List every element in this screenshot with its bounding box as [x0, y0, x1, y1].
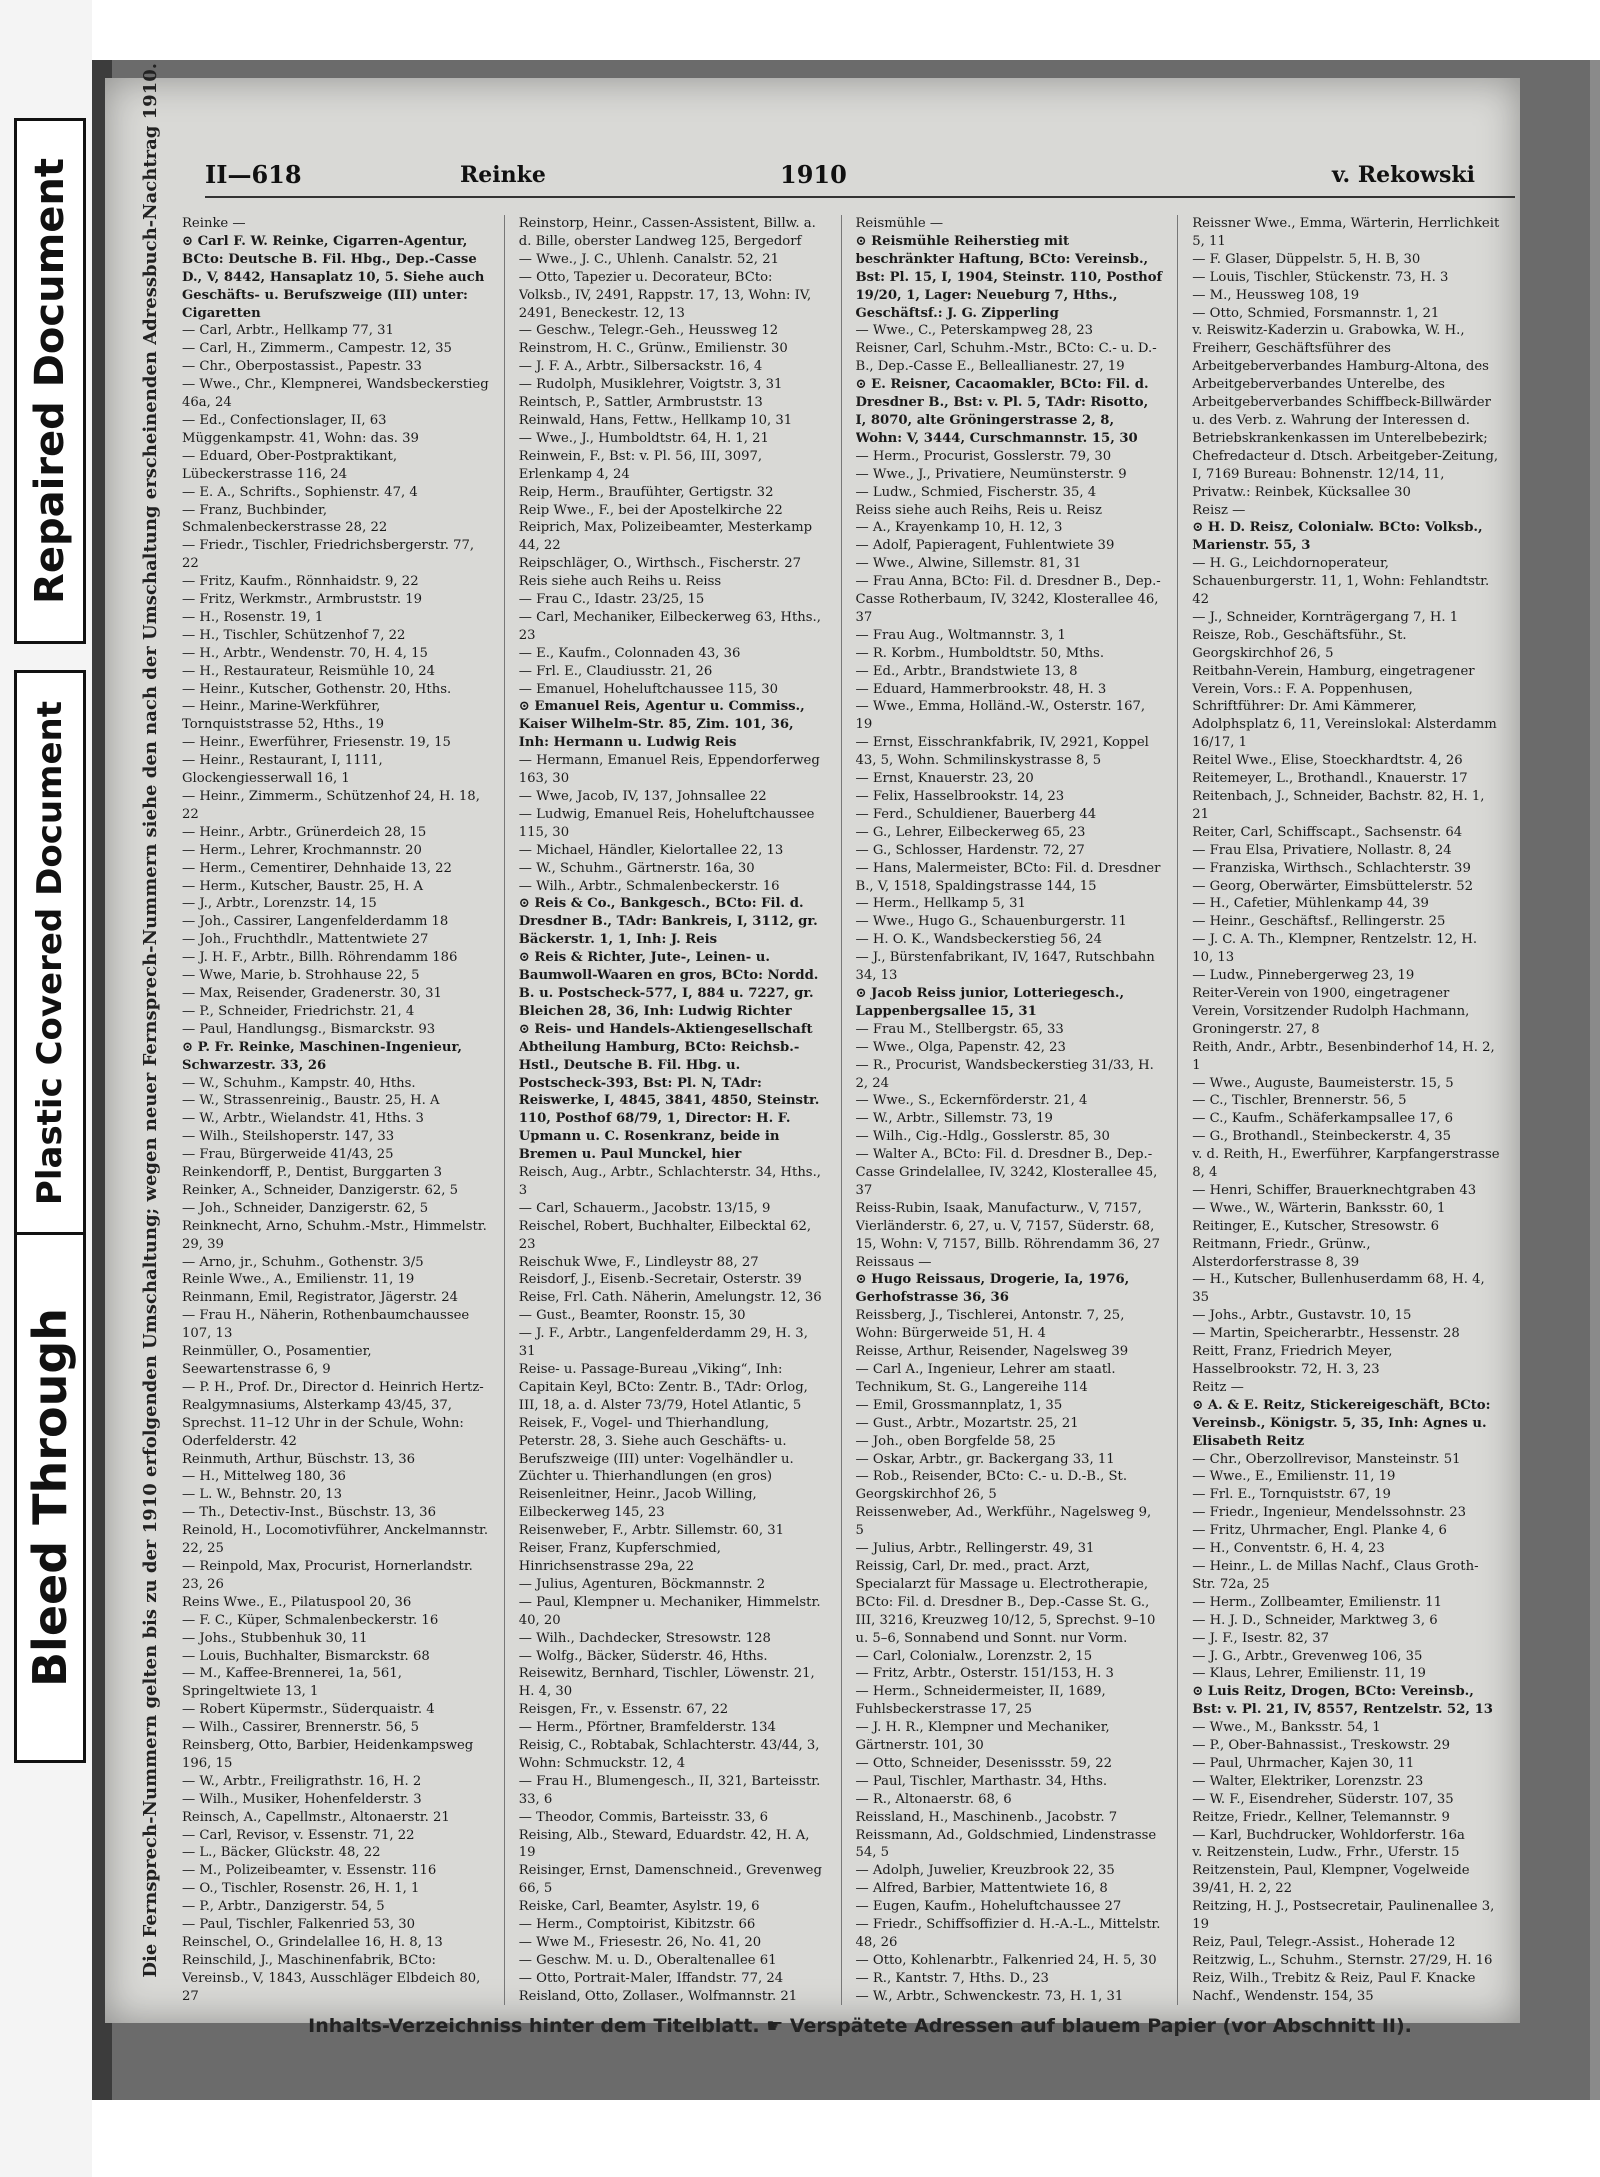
directory-entry: Reisland, Otto, Zollaser., Wolfmannstr. 21	[518, 1988, 798, 2004]
directory-entry: — W., Arbtr., Freiligrathstr. 16, H. 2	[182, 1773, 422, 1789]
directory-entry: — Fritz, Uhrmacher, Engl. Planke 4, 6	[1192, 1523, 1447, 1539]
directory-entry: — C., Tischler, Brennerstr. 56, 5	[1192, 1093, 1407, 1109]
directory-entry: — Gust., Beamter, Roonstr. 15, 30	[518, 1308, 746, 1324]
directory-entry: — Geschw., Telegr.-Geh., Heussweg 12	[518, 323, 779, 339]
directory-column-1	[182, 215, 490, 2005]
directory-entry: — Herm., Procurist, Gosslerstr. 79, 30	[855, 448, 1112, 464]
directory-entry: Reisgen, Fr., v. Essenstr. 67, 22	[518, 1702, 729, 1718]
directory-entry: ⊙ Reis & Richter, Jute-, Leinen- u. Baumwoll-Waaren en gros, BCto: Nordd. B. u. Postscheck-577, I, 884 u. 7227, gr. Bleichen 28, 36, Inh: Ludwig Richter	[518, 950, 819, 1019]
directory-entry: — E., Kaufm., Colonnaden 43, 36	[518, 645, 741, 661]
directory-entry: — Heinr., Geschäftsf., Rellingerstr. 25	[1192, 914, 1446, 930]
directory-entry: ⊙ A. & E. Reitz, Stickereigeschäft, BCto: Vereinsb., Königstr. 5, 35, Inh: Agnes u. Elisabeth Reitz	[1192, 1397, 1491, 1449]
directory-entry: Reipschläger, O., Wirthsch., Fischerstr. 27	[518, 556, 802, 572]
directory-entry: Reins Wwe., E., Pilatuspool 20, 36	[182, 1594, 412, 1610]
directory-entry: — Frau H., Näherin, Rothenbaumchaussee 107, 13	[182, 1308, 470, 1342]
directory-entry: — H., Mittelweg 180, 36	[182, 1469, 346, 1485]
directory-entry: ⊙ Reis & Co., Bankgesch., BCto: Fil. d. Dresdner B., TAdr: Bankreis, I, 3112, gr. Bäckerstr. 1, 1, Inh: J. Reis	[518, 896, 818, 948]
directory-entry: — Heinr., Marine-Werkführer, Tornquiststrasse 52, Hths., 19	[182, 699, 385, 733]
directory-entry: — Wwe., Emma, Holländ.-W., Osterstr. 167, 19	[855, 699, 1146, 733]
repaired-document-label: Repaired Document	[27, 158, 73, 604]
directory-entry: — H., Rosenstr. 19, 1	[182, 609, 324, 625]
side-note-text: Die Fernsprech-Nummern gelten bis zu der 1910 erfolgenden Umschaltung; wegen neuer Fernsprech-Nummern siehe den nach der Umschaltung erscheinenden Adressbuch-Nachtrag 1910.	[139, 62, 161, 1978]
directory-entry: ⊙ Hugo Reissaus, Drogerie, Ia, 1976, Gerhofstrasse 36, 36	[855, 1272, 1130, 1306]
directory-entry: Reis siehe auch Reihs u. Reiss	[518, 574, 722, 590]
directory-entry: — Chr., Oberzollrevisor, Mansteinstr. 51	[1192, 1451, 1461, 1467]
directory-entry: — Herm., Lehrer, Krochmannstr. 20	[182, 842, 422, 858]
directory-entry: — Heinr., Ewerführer, Friesenstr. 19, 15	[182, 735, 451, 751]
directory-entry: — M., Heussweg 108, 19	[1192, 287, 1360, 303]
directory-entry: — C., Kaufm., Schäferkampsallee 17, 6	[1192, 1111, 1453, 1127]
directory-entry: Reinstorp, Heinr., Cassen-Assistent, Billw. a. d. Bille, oberster Landweg 125, Bergedorf	[518, 216, 816, 249]
directory-entry: — Max, Reisender, Gradenerstr. 30, 31	[182, 985, 442, 1001]
column-divider	[1177, 215, 1178, 2005]
directory-entry: — Robert Küpermstr., Süderquaistr. 4	[182, 1702, 435, 1718]
directory-entry: — Wwe, Marie, b. Strohhause 22, 5	[182, 968, 420, 984]
directory-entry: — Hermann, Emanuel Reis, Eppendorferweg 163, 30	[518, 753, 820, 787]
scan-right-edge	[1590, 60, 1600, 2100]
directory-entry: — Eugen, Kaufm., Hoheluftchaussee 27	[855, 1899, 1122, 1915]
directory-entry: — Felix, Hasselbrookstr. 14, 23	[855, 789, 1065, 804]
directory-entry: ⊙ Reis- und Handels-Aktiengesellschaft Abtheilung Hamburg, BCto: Reichsb.-Hstl., Deutsche B. Fil. Hbg. u. Postscheck-393, Bst: Pl. N, TAdr: Reiswerke, I, 4845, 3841, 4850, Steinstr. 110, Posthof 68/79, 1, Director: H. F. Upmann u. C. Rosenkranz, beide in Bremen u. Paul Munckel, hier	[518, 1021, 820, 1163]
directory-entry: Reip, Herm., Braufühter, Gertigstr. 32	[518, 484, 774, 500]
directory-entry: — J. H. R., Klempner und Mechaniker, Gärtnerstr. 101, 30	[855, 1720, 1110, 1754]
directory-entry: Reiprich, Max, Polizeibeamter, Mesterkamp 44, 22	[518, 520, 813, 554]
directory-entry: — H., Restaurateur, Reismühle 10, 24	[182, 663, 435, 679]
directory-column-4	[1192, 215, 1500, 2005]
directory-entry: — Georg, Oberwärter, Eimsbüttelerstr. 52	[1192, 878, 1474, 894]
plastic-covered-label: Plastic Covered Document	[30, 700, 70, 1206]
directory-entry: Reitinger, E., Kutscher, Stresowstr. 6	[1192, 1218, 1440, 1234]
directory-entry: — W., Arbtr., Sillemstr. 73, 19	[855, 1111, 1053, 1127]
directory-entry: — J., Schneider, Kornträgergang 7, H. 1	[1192, 609, 1459, 625]
directory-entry: — Wilh., Steilshoperstr. 147, 33	[182, 1129, 395, 1145]
directory-entry: — Paul, Klempner u. Mechaniker, Himmelstr. 40, 20	[518, 1594, 821, 1628]
directory-entry: — Wwe., J., Humboldtstr. 64, H. 1, 21	[518, 430, 769, 446]
directory-entry: — H., Arbtr., Wendenstr. 70, H. 4, 15	[182, 645, 428, 661]
directory-entry: — P., Arbtr., Danzigerstr. 54, 5	[182, 1899, 385, 1915]
directory-entry: — Eduard, Ober-Postpraktikant, Lübeckerstrasse 116, 24	[182, 448, 398, 482]
directory-entry: Reitzing, H. J., Postsecretair, Paulinenallee 3, 19	[1192, 1899, 1495, 1933]
directory-entry: — Ferd., Schuldiener, Bauerberg 44	[855, 806, 1097, 822]
directory-entry: Reitz —	[1192, 1379, 1244, 1395]
page-number: II—618	[205, 160, 302, 189]
bleed-through-tag	[14, 1232, 86, 1763]
directory-entry: Reitzwig, L., Schuhm., Sternstr. 27/29, H. 16	[1192, 1952, 1493, 1968]
directory-entry: — Wwe., Auguste, Baumeisterstr. 15, 5	[1192, 1075, 1454, 1091]
directory-entry: — Ed., Confectionslager, II, 63 Müggenkampstr. 41, Wohn: das. 39	[182, 412, 419, 446]
directory-entry: — Ernst, Eisschrankfabrik, IV, 2921, Koppel 43, 5, Wohn. Schmilinskystrasse 8, 5	[855, 735, 1149, 769]
directory-entry: — E. A., Schrifts., Sophienstr. 47, 4	[182, 484, 418, 500]
directory-entry: — Wwe., W., Wärterin, Banksstr. 60, 1	[1192, 1200, 1446, 1216]
directory-entry: — Herm., Comptoirist, Kibitzstr. 66	[518, 1917, 756, 1933]
directory-entry: ⊙ H. D. Reisz, Colonialw. BCto: Volksb., Marienstr. 55, 3	[1192, 520, 1483, 554]
directory-entry: — Johs., Stubbenhuk 30, 11	[182, 1630, 368, 1646]
directory-entry: — Wwe M., Friesestr. 26, No. 41, 20	[518, 1935, 762, 1950]
directory-entry: Reintsch, P., Sattler, Armbruststr. 13	[518, 395, 763, 411]
directory-entry: — J. C. A. Th., Klempner, Rentzelstr. 12, H. 10, 13	[1192, 932, 1478, 966]
directory-entry: — Arno, jr., Schuhm., Gothenstr. 3/5	[182, 1254, 424, 1270]
directory-entry: ⊙ Reismühle Reiherstieg mit beschränkter Haftung, BCto: Vereinsb., Bst: Pl. 15, I, 1904, Steinstr. 110, Posthof 19/20, 1, Lager: Neueburg 7, Hths., Geschäftsf.: J. G. Zipperling	[855, 233, 1163, 321]
directory-entry: — W., Schuhm., Kampstr. 40, Hths.	[182, 1075, 416, 1091]
directory-entry: Reitzenstein, Paul, Klempner, Vogelweide 39/41, H. 2, 22	[1192, 1863, 1470, 1897]
page-header	[205, 160, 1515, 198]
directory-entry: — P. H., Prof. Dr., Director d. Heinrich Hertz-Realgymnasiums, Alsterkamp 43/45, 37, Sprechst. 11–12 Uhr in der Schule, Wohn: Oderfelderstr. 42	[182, 1379, 484, 1449]
directory-entry: — Adolph, Juwelier, Kreuzbrook 22, 35	[855, 1863, 1115, 1879]
directory-entry: — Wwe., C., Peterskampweg 28, 23	[855, 323, 1094, 339]
directory-entry: — Johs., Arbtr., Gustavstr. 10, 15	[1192, 1308, 1412, 1324]
directory-entry: — Franz, Buchbinder, Schmalenbeckerstrasse 28, 22	[182, 502, 388, 536]
directory-columns	[182, 215, 1500, 2005]
directory-entry: — G., Lehrer, Eilbeckerweg 65, 23	[855, 824, 1086, 840]
left-margin	[0, 0, 92, 2177]
directory-entry: — Paul, Tischler, Falkenried 53, 30	[182, 1917, 416, 1933]
directory-entry: — Friedr., Ingenieur, Mendelssohnstr. 23	[1192, 1505, 1466, 1521]
directory-entry: — H. J. D., Schneider, Marktweg 3, 6	[1192, 1612, 1438, 1628]
directory-entry: — Louis, Tischler, Stückenstr. 73, H. 3	[1192, 269, 1449, 285]
directory-entry: ⊙ Jacob Reiss junior, Lotteriegesch., Lappenbergsallee 15, 31	[855, 985, 1125, 1019]
directory-entry: — Wolfg., Bäcker, Süderstr. 46, Hths.	[518, 1648, 768, 1664]
directory-entry: — J., Bürstenfabrikant, IV, 1647, Rutschbahn 34, 13	[855, 950, 1155, 984]
directory-entry: Reinknecht, Arno, Schuhm.-Mstr., Himmelstr. 29, 39	[182, 1218, 487, 1252]
directory-entry: Reise- u. Passage-Bureau „Viking“, Inh: Capitain Keyl, BCto: Zentr. B., TAdr: Orlog, III, 18, a. d. Alster 73/79, Hotel Atlantic, 5	[518, 1362, 808, 1413]
directory-entry: — Julius, Arbtr., Rellingerstr. 49, 31	[855, 1541, 1095, 1557]
directory-entry: Reinkendorff, P., Dentist, Burggarten 3	[182, 1165, 443, 1181]
directory-entry: — Carl, Mechaniker, Eilbeckerweg 63, Hths., 23	[518, 609, 821, 643]
directory-entry: Reisinger, Ernst, Damenschneid., Grevenweg 66, 5	[518, 1863, 822, 1897]
directory-entry: — R., Altonaerstr. 68, 6	[855, 1791, 1012, 1807]
directory-entry: Reitt, Franz, Friedrich Meyer, Hasselbrookstr. 72, H. 3, 23	[1192, 1344, 1393, 1377]
directory-entry: — Carl, Colonialw., Lorenzstr. 2, 15	[855, 1648, 1093, 1664]
directory-entry: — Theodor, Commis, Barteisstr. 33, 6	[518, 1809, 768, 1825]
directory-entry: — Frau, Bürgerweide 41/43, 25	[182, 1147, 394, 1163]
directory-entry: Reiz, Wilh., Trebitz & Reiz, Paul F. Knacke Nachf., Wendenstr. 154, 35	[1192, 1970, 1476, 2004]
directory-entry: — J. F. A., Arbtr., Silbersackstr. 16, 4	[518, 359, 763, 375]
directory-entry: — Otto, Kohlenarbtr., Falkenried 24, H. 5, 30	[855, 1952, 1157, 1968]
directory-entry: Reissenweber, Ad., Werkführ., Nagelsweg 9, 5	[855, 1505, 1152, 1539]
directory-entry: — Joh., Cassirer, Langenfelderdamm 18	[182, 914, 449, 930]
directory-entry: — H., Kutscher, Bullenhuserdamm 68, H. 4, 35	[1192, 1272, 1485, 1306]
directory-entry: — Wwe., E., Emilienstr. 11, 19	[1192, 1469, 1396, 1485]
directory-entry: — L., Bäcker, Glückstr. 48, 22	[182, 1845, 381, 1861]
directory-entry: — M., Polizeibeamter, v. Essenstr. 116	[182, 1863, 437, 1879]
column-divider	[504, 215, 505, 2005]
directory-entry: — Walter A., BCto: Fil. d. Dresdner B., Dep.-Casse Grindelallee, IV, 3242, Klosterallee 45, 37	[855, 1147, 1158, 1198]
directory-entry: — Joh., oben Borgfelde 58, 25	[855, 1433, 1056, 1449]
directory-entry: — Wwe., Hugo G., Schauenburgerstr. 11	[855, 914, 1127, 930]
directory-entry: Reip Wwe., F., bei der Apostelkirche 22	[518, 502, 783, 518]
directory-entry: — Martin, Speicherarbtr., Hessenstr. 28	[1192, 1326, 1460, 1342]
directory-entry: — Chr., Oberpostassist., Papestr. 33	[182, 359, 422, 375]
directory-entry: Reismühle —	[855, 216, 944, 231]
directory-entry: — Ludw., Schmied, Fischerstr. 35, 4	[855, 484, 1097, 500]
directory-entry: Reinmann, Emil, Registrator, Jägerstr. 24	[182, 1290, 459, 1306]
directory-entry: Reitmann, Friedr., Grünw., Alsterdorferstrasse 8, 39	[1192, 1236, 1371, 1270]
directory-entry: — M., Kaffee-Brennerei, 1a, 561, Springeltwiete 13, 1	[182, 1666, 402, 1700]
header-first-entry: Reinke	[460, 162, 546, 188]
directory-entry: Reinke —	[182, 216, 246, 231]
directory-entry: — Herm., Schneidermeister, II, 1689, Fuhlsbeckerstrasse 17, 25	[855, 1684, 1106, 1718]
directory-entry: — Wilh., Cassirer, Brennerstr. 56, 5	[182, 1720, 420, 1736]
directory-entry: — Carl, Schauerm., Jacobstr. 13/15, 9	[518, 1200, 771, 1216]
directory-entry: — Friedr., Schiffsoffizier d. H.-A.-L., Mittelstr. 48, 26	[855, 1917, 1161, 1950]
directory-entry: — Frau C., Idastr. 23/25, 15	[518, 592, 705, 608]
directory-entry: Reisig, C., Robtabak, Schlachterstr. 43/44, 3, Wohn: Schmuckstr. 12, 4	[518, 1738, 820, 1771]
directory-entry: — Herm., Kutscher, Baustr. 25, H. A	[182, 878, 424, 894]
directory-entry: — O., Tischler, Rosenstr. 26, H. 1, 1	[182, 1881, 420, 1897]
directory-entry: — Wwe., M., Banksstr. 54, 1	[1192, 1720, 1381, 1736]
directory-entry: — Wilh., Musiker, Hohenfelderstr. 3	[182, 1791, 422, 1807]
directory-entry: — W., Strassenreinig., Baustr. 25, H. A	[182, 1093, 440, 1109]
directory-entry: — Th., Detectiv-Inst., Büschstr. 13, 36	[182, 1505, 436, 1521]
directory-entry: Reiz, Paul, Telegr.-Assist., Hoherade 12	[1192, 1935, 1456, 1950]
directory-entry: Reissmann, Ad., Goldschmied, Lindenstrasse 54, 5	[855, 1827, 1157, 1861]
directory-entry: — Emil, Grossmannplatz, 1, 35	[855, 1397, 1063, 1413]
directory-entry: — Frl. E., Claudiusstr. 21, 26	[518, 663, 713, 679]
directory-entry: Reinwein, F., Bst: v. Pl. 56, III, 3097, Erlenkamp 4, 24	[518, 448, 763, 482]
directory-entry: v. d. Reith, H., Ewerführer, Karpfangerstrasse 8, 4	[1192, 1147, 1500, 1181]
directory-entry: — G., Schlosser, Hardenstr. 72, 27	[855, 842, 1085, 858]
directory-entry: — Louis, Buchhalter, Bismarckstr. 68	[182, 1648, 430, 1664]
directory-entry: v. Reiswitz-Kaderzin u. Grabowka, W. H., Freiherr, Geschäftsführer des Arbeitgeberverbandes Hamburg-Altona, des Arbeitgeberverbandes Unterelbe, des Arbeitgeberverbandes Schiffbeck-Billwärder u. des Verb. z. Wahrung der Interessen d. Betriebskrankenkassen im Unterelbebezirk; Chefredacteur d. Dtsch. Arbeitgeber-Zeitung, I, 7169 Bureau: Bohnenstr. 12/14, 11, Privatw.: Reinbek, Kücksallee 30	[1192, 323, 1499, 500]
directory-entry: — H. G., Leichdornoperateur, Schauenburgerstr. 11, 1, Wohn: Fehlandtstr. 42	[1192, 556, 1490, 608]
header-year: 1910	[780, 160, 847, 189]
directory-entry: — F. C., Küper, Schmalenbeckerstr. 16	[182, 1612, 439, 1628]
directory-entry: — G., Brothandl., Steinbeckerstr. 4, 35	[1192, 1129, 1452, 1145]
directory-entry: — Frau M., Stellbergstr. 65, 33	[855, 1021, 1064, 1037]
directory-entry: Reiter-Verein von 1900, eingetragener Verein, Vorsitzender Rudolph Hachmann, Groningerstr. 27, 8	[1192, 985, 1470, 1037]
directory-entry: — Klaus, Lehrer, Emilienstr. 11, 19	[1192, 1666, 1426, 1682]
directory-entry: — Heinr., Restaurant, I, 1111, Glockengiesserwall 16, 1	[182, 753, 383, 787]
directory-entry: — Heinr., Arbtr., Grünerdeich 28, 15	[182, 824, 427, 840]
directory-entry: — Fritz, Kaufm., Rönnhaidstr. 9, 22	[182, 574, 419, 590]
directory-entry: — Franziska, Wirthsch., Schlachterstr. 39	[1192, 860, 1471, 876]
directory-entry: — L. W., Behnstr. 20, 13	[182, 1487, 343, 1503]
directory-column-2	[519, 215, 827, 2005]
directory-entry: Reissberg, J., Tischlerei, Antonstr. 7, 25, Wohn: Bürgerweide 51, H. 4	[855, 1308, 1125, 1342]
directory-entry: Reischel, Robert, Buchhalter, Eilbecktal 62, 23	[518, 1218, 812, 1252]
directory-entry: ⊙ E. Reisner, Cacaomakler, BCto: Fil. d. Dresdner B., Bst: v. Pl. 5, TAdr: Risotto, I, 8070, alte Gröningerstrasse 2, 8, Wohn: V, 3444, Curschmannstr. 15, 30	[855, 377, 1149, 446]
directory-entry: — W., Schuhm., Gärtnerstr. 16a, 30	[518, 860, 755, 876]
directory-entry: Reisner, Carl, Schuhm.-Mstr., BCto: C.- u. D.-B., Dep.-Casse E., Belleallianestr. 27, 19	[855, 341, 1157, 375]
directory-entry: — J. F., Arbtr., Langenfelderdamm 29, H. 3, 31	[518, 1326, 808, 1360]
directory-entry: — H. O. K., Wandsbeckerstieg 56, 24	[855, 932, 1102, 948]
side-note-strip	[130, 62, 170, 1978]
directory-entry: — Otto, Schmied, Forsmannstr. 1, 21	[1192, 305, 1440, 321]
directory-entry: Reiss-Rubin, Isaak, Manufacturw., V, 7157, Vierländerstr. 6, 27, u. V, 7157, Süderstr. 68, 15, Wohn: V, 7157, Billb. Röhrendamm 36, 27	[855, 1200, 1161, 1252]
directory-entry: — J. H. F., Arbtr., Billh. Röhrendamm 186	[182, 950, 458, 966]
directory-entry: ⊙ Carl F. W. Reinke, Cigarren-Agentur, BCto: Deutsche B. Fil. Hbg., Dep.-Casse D., V, 8442, Hansaplatz 10, 5. Siehe auch Geschäfts- u. Berufszweige (III) unter: Cigaretten	[182, 233, 485, 321]
directory-entry: Reiss siehe auch Reihs, Reis u. Reisz	[855, 502, 1102, 518]
plastic-covered-tag	[14, 670, 86, 1236]
directory-entry: — Fritz, Arbtr., Osterstr. 151/153, H. 3	[855, 1666, 1114, 1682]
directory-entry: — R. Korbm., Humboldtstr. 50, Mths.	[855, 645, 1105, 661]
page-footer: Inhalts-Verzeichniss hinter dem Titelblatt. ☛ Verspätete Adressen auf blauem Papier (vor Abschnitt II).	[308, 2015, 1412, 2037]
directory-entry: — Wwe, Jacob, IV, 137, Johnsallee 22	[518, 789, 767, 804]
directory-entry: Reinmuth, Arthur, Büschstr. 13, 36	[182, 1451, 416, 1467]
directory-entry: Reinmüller, O., Posamentier, Seewartenstrasse 6, 9	[182, 1344, 372, 1377]
directory-entry: — Adolf, Papieragent, Fuhlentwiete 39	[855, 538, 1115, 554]
directory-entry: ⊙ P. Fr. Reinke, Maschinen-Ingenieur, Schwarzestr. 33, 26	[182, 1039, 463, 1073]
directory-entry: Reith, Andr., Arbtr., Besenbinderhof 14, H. 2, 1	[1192, 1039, 1495, 1073]
directory-entry: — Fritz, Werkmstr., Armbruststr. 19	[182, 592, 422, 608]
directory-entry: — W., Arbtr., Wielandstr. 41, Hths. 3	[182, 1111, 424, 1127]
directory-entry: — F. Glaser, Düppelstr. 5, H. B, 30	[1192, 251, 1421, 267]
directory-entry: — Geschw. M. u. D., Oberaltenallee 61	[518, 1952, 777, 1968]
directory-entry: — Henri, Schiffer, Brauerknechtgraben 43	[1192, 1182, 1477, 1198]
directory-entry: — Joh., Fruchthdlr., Mattentwiete 27	[182, 932, 429, 948]
directory-column-3	[856, 215, 1164, 2005]
directory-entry: — H., Tischler, Schützenhof 7, 22	[182, 627, 406, 643]
directory-entry: — Carl A., Ingenieur, Lehrer am staatl. Technikum, St. G., Langereihe 114	[855, 1362, 1116, 1395]
directory-entry: — Michael, Händler, Kielortallee 22, 13	[518, 842, 784, 858]
directory-entry: Reinschel, O., Grindelallee 16, H. 8, 13	[182, 1935, 443, 1950]
directory-entry: — Julius, Agenturen, Böckmannstr. 2	[518, 1576, 766, 1592]
directory-entry: — Paul, Tischler, Marthastr. 34, Hths.	[855, 1773, 1108, 1789]
directory-entry: — Frl. E., Tornquiststr. 67, 19	[1192, 1487, 1391, 1503]
directory-entry: — Carl, Arbtr., Hellkamp 77, 31	[182, 323, 394, 339]
directory-entry: — Frau Aug., Woltmannstr. 3, 1	[855, 627, 1066, 643]
directory-entry: — Hans, Malermeister, BCto: Fil. d. Dresdner B., V, 1518, Spaldingstrasse 144, 15	[855, 860, 1161, 894]
directory-entry: — Otto, Portrait-Maler, Iffandstr. 77, 24	[518, 1970, 784, 1986]
directory-entry: — A., Krayenkamp 10, H. 12, 3	[855, 520, 1063, 536]
directory-entry: Reiser, Franz, Kupferschmied, Hinrichsenstrasse 29a, 22	[518, 1541, 721, 1574]
directory-entry: Reitze, Friedr., Kellner, Telemannstr. 9	[1192, 1809, 1450, 1825]
directory-entry: — Heinr., Zimmerm., Schützenhof 24, H. 18, 22	[182, 789, 480, 822]
directory-entry: — Friedr., Tischler, Friedrichsbergerstr. 77, 22	[182, 538, 475, 572]
directory-entry: Reitel Wwe., Elise, Stoeckhardtstr. 4, 26	[1192, 753, 1463, 769]
directory-entry: Reising, Alb., Steward, Eduardstr. 42, H. A, 19	[518, 1827, 810, 1861]
directory-entry: Reitbahn-Verein, Hamburg, eingetragener Verein, Vors.: F. A. Poppenhusen, Schriftführer: Dr. Ami Kämmerer, Adolphsplatz 6, 11, Vereinslokal: Alsterdamm 16/17, 1	[1192, 663, 1497, 751]
directory-entry: — Wilh., Arbtr., Schmalenbeckerstr. 16	[518, 878, 780, 894]
directory-entry: — Wwe., J. C., Uhlenh. Canalstr. 52, 21	[518, 251, 779, 267]
directory-entry: — Herm., Zollbeamter, Emilienstr. 11	[1192, 1594, 1442, 1610]
directory-entry: Reinsberg, Otto, Barbier, Heidenkampsweg 196, 15	[182, 1738, 474, 1771]
directory-entry: Reissig, Carl, Dr. med., pract. Arzt, Specialarzt für Massage u. Electrotherapie, BCto: Fil. d. Dresdner B., Dep.-Casse St. G., III, 3216, Kreuzweg 10/12, 5, Sprechst. 9–10 u. 5–6, Sonnabend und Sonnt. nur Vorm.	[855, 1558, 1156, 1646]
directory-entry: — Oskar, Arbtr., gr. Backergang 33, 11	[855, 1451, 1115, 1467]
directory-entry: — Joh., Schneider, Danzigerstr. 62, 5	[182, 1200, 429, 1216]
directory-entry: — Rob., Reisender, BCto: C.- u. D.-B., St. Georgskirchhof 26, 5	[855, 1469, 1128, 1503]
directory-entry: — P., Schneider, Friedrichstr. 21, 4	[182, 1003, 415, 1019]
directory-entry: — J., Arbtr., Lorenzstr. 14, 15	[182, 896, 377, 912]
directory-entry: — Otto, Schneider, Desenissstr. 59, 22	[855, 1755, 1112, 1771]
directory-entry: Reinsch, A., Capellmstr., Altonaerstr. 21	[182, 1809, 450, 1825]
directory-entry: — P., Ober-Bahnassist., Treskowstr. 29	[1192, 1738, 1450, 1754]
directory-entry: Reinle Wwe., A., Emilienstr. 11, 19	[182, 1272, 415, 1288]
directory-entry: Reisek, F., Vogel- und Thierhandlung, Peterstr. 28, 3. Siehe auch Geschäfts- u. Berufszweige (III) unter: Vogelhändler u. Züchter u. Thierhandlungen (en gros)	[518, 1415, 794, 1485]
directory-entry: Reissland, H., Maschinenb., Jacobstr. 7	[855, 1809, 1118, 1825]
directory-entry: — Walter, Elektriker, Lorenzstr. 23	[1192, 1773, 1424, 1789]
directory-entry: — Karl, Buchdrucker, Wohldorferstr. 16a	[1192, 1827, 1465, 1843]
directory-entry: Reinstrom, H. C., Grünw., Emilienstr. 30	[518, 341, 788, 357]
directory-entry: Reiske, Carl, Beamter, Asylstr. 19, 6	[518, 1899, 760, 1915]
directory-entry: — W. F., Eisendreher, Süderstr. 107, 35	[1192, 1791, 1454, 1807]
directory-entry: v. Reitzenstein, Ludw., Frhr., Uferstr. 15	[1192, 1845, 1460, 1861]
directory-entry: Reitemeyer, L., Brothandl., Knauerstr. 17	[1192, 771, 1468, 787]
directory-entry: — Herm., Hellkamp 5, 31	[855, 896, 1026, 912]
directory-entry: — J. F., Isestr. 82, 37	[1192, 1630, 1329, 1646]
directory-entry: — H., Cafetier, Mühlenkamp 44, 39	[1192, 896, 1429, 912]
directory-entry: Reisewitz, Bernhard, Tischler, Löwenstr. 21, H. 4, 30	[518, 1666, 815, 1700]
directory-entry: — R., Procurist, Wandsbeckerstieg 31/33, H. 2, 24	[855, 1057, 1154, 1091]
directory-entry: Reisdorf, J., Eisenb.-Secretair, Osterstr. 39	[518, 1272, 802, 1288]
directory-entry: — W., Arbtr., Schwenckestr. 73, H. 1, 31	[855, 1988, 1124, 2004]
directory-entry: — Wilh., Cig.-Hdlg., Gosslerstr. 85, 30	[855, 1129, 1110, 1145]
header-last-entry: v. Rekowski	[1331, 162, 1475, 188]
directory-entry: — J. G., Arbtr., Grevenweg 106, 35	[1192, 1648, 1423, 1664]
bleed-through-label: Bleed Through	[23, 1307, 77, 1687]
directory-entry: — Emanuel, Hoheluftchaussee 115, 30	[518, 681, 779, 697]
directory-entry: — Rudolph, Musiklehrer, Voigtstr. 3, 31	[518, 377, 783, 393]
directory-entry: — Wwe., S., Eckernförderstr. 21, 4	[855, 1093, 1088, 1109]
directory-entry: — Wwe., Alwine, Sillemstr. 81, 31	[855, 556, 1082, 572]
directory-entry: — Wwe., J., Privatiere, Neumünsterstr. 9	[855, 466, 1127, 482]
directory-entry: — Gust., Arbtr., Mozartstr. 25, 21	[855, 1415, 1079, 1431]
directory-entry: — Wilh., Dachdecker, Stresowstr. 128	[518, 1630, 771, 1646]
directory-entry: Reinschild, J., Maschinenfabrik, BCto: Vereinsb., V, 1843, Ausschläger Elbdeich 80, 27	[182, 1952, 481, 2004]
directory-entry: — Frau H., Blumengesch., II, 321, Barteisstr. 33, 6	[518, 1773, 821, 1807]
directory-entry: Reiter, Carl, Schiffscapt., Sachsenstr. 64	[1192, 824, 1463, 840]
column-divider	[841, 215, 842, 2005]
directory-entry: Reinwald, Hans, Fettw., Hellkamp 10, 31	[518, 412, 793, 428]
repaired-document-tag	[14, 118, 86, 644]
directory-entry: ⊙ Emanuel Reis, Agentur u. Commiss., Kaiser Wilhelm-Str. 85, Zim. 101, 36, Inh: Hermann u. Ludwig Reis	[518, 699, 805, 751]
directory-entry: — Frau Elsa, Privatiere, Nollastr. 8, 24	[1192, 842, 1452, 858]
directory-entry: Reisenweber, F., Arbtr. Sillemstr. 60, 31	[518, 1523, 785, 1539]
directory-entry: Reisse, Arthur, Reisender, Nagelsweg 39	[855, 1344, 1129, 1360]
directory-entry: Reisenleitner, Heinr., Jacob Willing, Eilbeckerweg 145, 23	[518, 1487, 757, 1521]
directory-entry: — Wwe., Chr., Klempnerei, Wandsbeckerstieg 46a, 24	[182, 377, 489, 411]
directory-entry: — Otto, Tapezier u. Decorateur, BCto: Volksb., IV, 2491, Rappstr. 17, 13, Wohn: IV, 2491, Beneckestr. 12, 13	[518, 269, 812, 321]
directory-entry: — Heinr., Kutscher, Gothenstr. 20, Hths.	[182, 681, 452, 697]
directory-entry: — R., Kantstr. 7, Hths. D., 23	[855, 1970, 1049, 1986]
directory-entry: — H., Conventstr. 6, H. 4, 23	[1192, 1541, 1385, 1557]
directory-entry: — Ed., Arbtr., Brandstwiete 13, 8	[855, 663, 1078, 679]
directory-entry: — Eduard, Hammerbrookstr. 48, H. 3	[855, 681, 1107, 697]
directory-entry: — Ludw., Pinnebergerweg 23, 19	[1192, 968, 1415, 984]
directory-entry: Reissaus —	[855, 1254, 932, 1270]
directory-entry: — Paul, Uhrmacher, Kajen 30, 11	[1192, 1755, 1415, 1771]
directory-entry: — Carl, H., Zimmerm., Campestr. 12, 35	[182, 341, 452, 357]
directory-entry: — Herm., Cementirer, Dehnhaide 13, 22	[182, 860, 452, 876]
directory-entry: Reise, Frl. Cath. Näherin, Amelungstr. 12, 36	[518, 1290, 822, 1306]
directory-entry: — Wwe., Olga, Papenstr. 42, 23	[855, 1039, 1066, 1055]
directory-entry: — Alfred, Barbier, Mattentwiete 16, 8	[855, 1881, 1108, 1897]
directory-entry: Reitenbach, J., Schneider, Bachstr. 82, H. 1, 21	[1192, 789, 1485, 822]
directory-entry: — Herm., Pförtner, Bramfelderstr. 134	[518, 1720, 776, 1736]
directory-entry: — Heinr., L. de Millas Nachf., Claus Groth-Str. 72a, 25	[1192, 1558, 1479, 1592]
directory-entry: Reisch, Aug., Arbtr., Schlachterstr. 34, Hths., 3	[518, 1165, 821, 1198]
directory-entry: ⊙ Luis Reitz, Drogen, BCto: Vereinsb., Bst: v. Pl. 21, IV, 8557, Rentzelstr. 52, 13	[1192, 1684, 1493, 1718]
directory-entry: — Reinpold, Max, Procurist, Hornerlandstr. 23, 26	[182, 1558, 473, 1592]
directory-entry: Reisze, Rob., Geschäftsführ., St. Georgskirchhof 26, 5	[1192, 627, 1407, 661]
directory-entry: Reinker, A., Schneider, Danzigerstr. 62, 5	[182, 1182, 458, 1198]
directory-entry: — Ernst, Knauerstr. 23, 20	[855, 771, 1034, 787]
directory-entry: — Carl, Revisor, v. Essenstr. 71, 22	[182, 1827, 415, 1843]
directory-entry: Reisz —	[1192, 502, 1246, 518]
directory-entry: Reissner Wwe., Emma, Wärterin, Herrlichkeit 5, 11	[1192, 216, 1500, 249]
directory-entry: — Paul, Handlungsg., Bismarckstr. 93	[182, 1021, 436, 1037]
directory-entry: — Ludwig, Emanuel Reis, Hoheluftchaussee 115, 30	[518, 806, 815, 840]
directory-entry: Reischuk Wwe, F., Lindleystr 88, 27	[518, 1254, 759, 1270]
directory-entry: Reinold, H., Locomotivführer, Anckelmannstr. 22, 25	[182, 1523, 489, 1557]
directory-entry: — Frau Anna, BCto: Fil. d. Dresdner B., Dep.-Casse Rotherbaum, IV, 3242, Klosterallee 46, 37	[855, 574, 1161, 625]
